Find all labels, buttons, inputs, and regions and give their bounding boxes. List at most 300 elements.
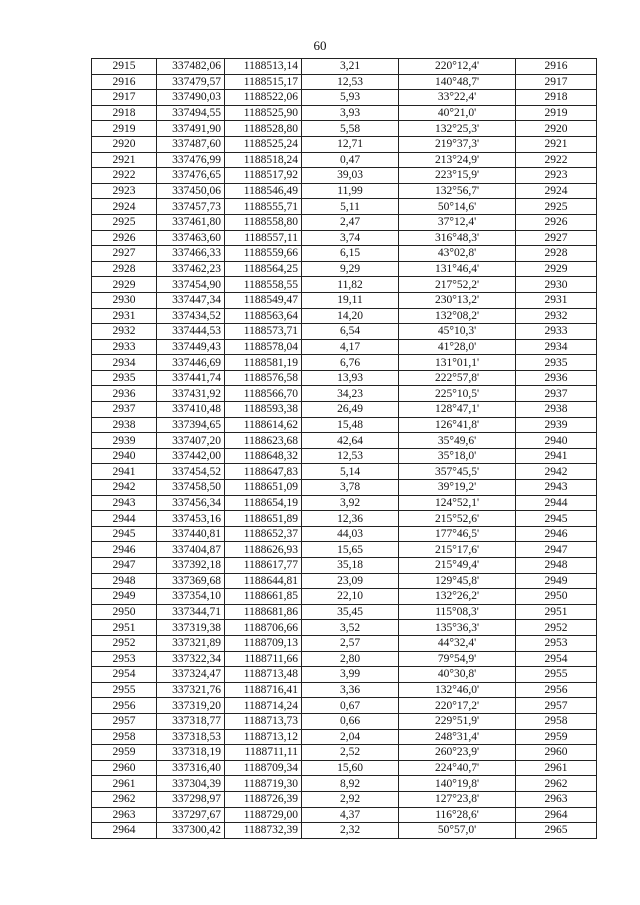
bearing-cell: 37°12,4' [399, 214, 516, 230]
bearing-cell: 129°45,8' [399, 573, 516, 589]
point-number-cell: 2921 [92, 152, 157, 168]
bearing-cell: 135°36,3' [399, 620, 516, 636]
bearing-cell: 35°49,6' [399, 433, 516, 449]
bearing-cell: 215°49,4' [399, 558, 516, 574]
y-coordinate-cell: 1188573,71 [225, 324, 302, 340]
next-point-cell: 2960 [516, 745, 597, 761]
y-coordinate-cell: 1188714,24 [225, 698, 302, 714]
table-row [92, 495, 597, 511]
point-number-cell: 2925 [92, 214, 157, 230]
next-point-cell: 2939 [516, 417, 597, 433]
distance-cell: 6,54 [302, 324, 399, 340]
point-number-cell: 2930 [92, 292, 157, 308]
distance-cell: 12,53 [302, 448, 399, 464]
next-point-cell: 2935 [516, 355, 597, 371]
next-point-cell: 2928 [516, 246, 597, 262]
table-row [92, 589, 597, 605]
table-row [92, 480, 597, 496]
bearing-cell: 220°12,4' [399, 59, 516, 75]
bearing-cell: 220°17,2' [399, 698, 516, 714]
next-point-cell: 2963 [516, 791, 597, 807]
y-coordinate-cell: 1188711,66 [225, 651, 302, 667]
bearing-cell: 140°48,7' [399, 74, 516, 90]
bearing-cell: 357°45,5' [399, 464, 516, 480]
x-coordinate-cell: 337321,89 [157, 635, 225, 651]
point-number-cell: 2955 [92, 682, 157, 698]
table-row [92, 651, 597, 667]
x-coordinate-cell: 337453,16 [157, 511, 225, 527]
x-coordinate-cell: 337440,81 [157, 526, 225, 542]
y-coordinate-cell: 1188525,90 [225, 105, 302, 121]
next-point-cell: 2943 [516, 480, 597, 496]
y-coordinate-cell: 1188729,00 [225, 807, 302, 823]
table-row [92, 558, 597, 574]
y-coordinate-cell: 1188558,55 [225, 277, 302, 293]
x-coordinate-cell: 337449,43 [157, 339, 225, 355]
distance-cell: 6,76 [302, 355, 399, 371]
point-number-cell: 2918 [92, 105, 157, 121]
point-number-cell: 2922 [92, 168, 157, 184]
bearing-cell: 131°46,4' [399, 261, 516, 277]
bearing-cell: 223°15,9' [399, 168, 516, 184]
table-row [92, 355, 597, 371]
point-number-cell: 2920 [92, 136, 157, 152]
bearing-cell: 45°10,3' [399, 324, 516, 340]
table-row [92, 74, 597, 90]
table-row [92, 324, 597, 340]
table-row [92, 448, 597, 464]
x-coordinate-cell: 337410,48 [157, 402, 225, 418]
distance-cell: 15,65 [302, 542, 399, 558]
next-point-cell: 2917 [516, 74, 597, 90]
bearing-cell: 33°22,4' [399, 90, 516, 106]
point-number-cell: 2947 [92, 558, 157, 574]
y-coordinate-cell: 1188549,47 [225, 292, 302, 308]
point-number-cell: 2943 [92, 495, 157, 511]
x-coordinate-cell: 337319,20 [157, 698, 225, 714]
bearing-cell: 79°54,9' [399, 651, 516, 667]
y-coordinate-cell: 1188626,93 [225, 542, 302, 558]
point-number-cell: 2962 [92, 791, 157, 807]
x-coordinate-cell: 337369,68 [157, 573, 225, 589]
point-number-cell: 2957 [92, 713, 157, 729]
y-coordinate-cell: 1188732,39 [225, 823, 302, 839]
table-row [92, 823, 597, 839]
distance-cell: 6,15 [302, 246, 399, 262]
next-point-cell: 2920 [516, 121, 597, 137]
next-point-cell: 2930 [516, 277, 597, 293]
x-coordinate-cell: 337476,99 [157, 152, 225, 168]
distance-cell: 11,82 [302, 277, 399, 293]
table-row [92, 59, 597, 75]
x-coordinate-cell: 337456,34 [157, 495, 225, 511]
table-row [92, 667, 597, 683]
y-coordinate-cell: 1188713,73 [225, 713, 302, 729]
distance-cell: 3,36 [302, 682, 399, 698]
bearing-cell: 140°19,8' [399, 776, 516, 792]
distance-cell: 42,64 [302, 433, 399, 449]
next-point-cell: 2916 [516, 59, 597, 75]
next-point-cell: 2924 [516, 183, 597, 199]
table-row [92, 90, 597, 106]
x-coordinate-cell: 337444,53 [157, 324, 225, 340]
x-coordinate-cell: 337318,19 [157, 745, 225, 761]
y-coordinate-cell: 1188711,11 [225, 745, 302, 761]
table-row [92, 698, 597, 714]
bearing-cell: 215°17,6' [399, 542, 516, 558]
next-point-cell: 2952 [516, 620, 597, 636]
point-number-cell: 2916 [92, 74, 157, 90]
distance-cell: 3,74 [302, 230, 399, 246]
point-number-cell: 2942 [92, 480, 157, 496]
table-row [92, 136, 597, 152]
y-coordinate-cell: 1188644,81 [225, 573, 302, 589]
next-point-cell: 2948 [516, 558, 597, 574]
y-coordinate-cell: 1188726,39 [225, 791, 302, 807]
distance-cell: 2,57 [302, 635, 399, 651]
table-row [92, 402, 597, 418]
next-point-cell: 2921 [516, 136, 597, 152]
next-point-cell: 2929 [516, 261, 597, 277]
next-point-cell: 2927 [516, 230, 597, 246]
table-row [92, 417, 597, 433]
x-coordinate-cell: 337462,23 [157, 261, 225, 277]
distance-cell: 13,93 [302, 370, 399, 386]
bearing-cell: 128°47,1' [399, 402, 516, 418]
distance-cell: 39,03 [302, 168, 399, 184]
next-point-cell: 2925 [516, 199, 597, 215]
bearing-cell: 132°46,0' [399, 682, 516, 698]
point-number-cell: 2937 [92, 402, 157, 418]
table-row [92, 433, 597, 449]
distance-cell: 12,71 [302, 136, 399, 152]
point-number-cell: 2958 [92, 729, 157, 745]
distance-cell: 8,92 [302, 776, 399, 792]
page-number: 60 [313, 38, 327, 53]
x-coordinate-cell: 337463,60 [157, 230, 225, 246]
distance-cell: 3,93 [302, 105, 399, 121]
bearing-cell: 222°57,8' [399, 370, 516, 386]
distance-cell: 35,45 [302, 604, 399, 620]
y-coordinate-cell: 1188515,17 [225, 74, 302, 90]
next-point-cell: 2919 [516, 105, 597, 121]
table-row [92, 370, 597, 386]
x-coordinate-cell: 337434,52 [157, 308, 225, 324]
point-number-cell: 2938 [92, 417, 157, 433]
bearing-cell: 131°01,1' [399, 355, 516, 371]
y-coordinate-cell: 1188716,41 [225, 682, 302, 698]
distance-cell: 11,99 [302, 183, 399, 199]
distance-cell: 15,60 [302, 760, 399, 776]
point-number-cell: 2959 [92, 745, 157, 761]
table-row [92, 339, 597, 355]
point-number-cell: 2945 [92, 526, 157, 542]
table-row [92, 261, 597, 277]
x-coordinate-cell: 337300,42 [157, 823, 225, 839]
y-coordinate-cell: 1188651,89 [225, 511, 302, 527]
distance-cell: 2,04 [302, 729, 399, 745]
y-coordinate-cell: 1188558,80 [225, 214, 302, 230]
table-row [92, 168, 597, 184]
next-point-cell: 2940 [516, 433, 597, 449]
y-coordinate-cell: 1188623,68 [225, 433, 302, 449]
next-point-cell: 2931 [516, 292, 597, 308]
distance-cell: 26,49 [302, 402, 399, 418]
point-number-cell: 2928 [92, 261, 157, 277]
next-point-cell: 2962 [516, 776, 597, 792]
next-point-cell: 2951 [516, 604, 597, 620]
y-coordinate-cell: 1188546,49 [225, 183, 302, 199]
y-coordinate-cell: 1188709,34 [225, 760, 302, 776]
bearing-cell: 316°48,3' [399, 230, 516, 246]
bearing-cell: 35°18,0' [399, 448, 516, 464]
table-row [92, 277, 597, 293]
coordinates-table-body [92, 59, 597, 839]
bearing-cell: 116°28,6' [399, 807, 516, 823]
point-number-cell: 2953 [92, 651, 157, 667]
next-point-cell: 2944 [516, 495, 597, 511]
table-row [92, 292, 597, 308]
y-coordinate-cell: 1188563,64 [225, 308, 302, 324]
x-coordinate-cell: 337442,00 [157, 448, 225, 464]
distance-cell: 5,58 [302, 121, 399, 137]
table-row [92, 386, 597, 402]
bearing-cell: 132°08,2' [399, 308, 516, 324]
point-number-cell: 2960 [92, 760, 157, 776]
bearing-cell: 219°37,3' [399, 136, 516, 152]
next-point-cell: 2922 [516, 152, 597, 168]
table-row [92, 308, 597, 324]
x-coordinate-cell: 337447,34 [157, 292, 225, 308]
point-number-cell: 2919 [92, 121, 157, 137]
point-number-cell: 2915 [92, 59, 157, 75]
next-point-cell: 2964 [516, 807, 597, 823]
x-coordinate-cell: 337316,40 [157, 760, 225, 776]
bearing-cell: 225°10,5' [399, 386, 516, 402]
distance-cell: 2,52 [302, 745, 399, 761]
x-coordinate-cell: 337324,47 [157, 667, 225, 683]
y-coordinate-cell: 1188525,24 [225, 136, 302, 152]
point-number-cell: 2952 [92, 635, 157, 651]
table-row [92, 230, 597, 246]
bearing-cell: 40°30,8' [399, 667, 516, 683]
y-coordinate-cell: 1188576,58 [225, 370, 302, 386]
table-row [92, 791, 597, 807]
point-number-cell: 2927 [92, 246, 157, 262]
x-coordinate-cell: 337446,69 [157, 355, 225, 371]
x-coordinate-cell: 337490,03 [157, 90, 225, 106]
point-number-cell: 2949 [92, 589, 157, 605]
y-coordinate-cell: 1188528,80 [225, 121, 302, 137]
next-point-cell: 2934 [516, 339, 597, 355]
bearing-cell: 260°23,9' [399, 745, 516, 761]
distance-cell: 5,14 [302, 464, 399, 480]
x-coordinate-cell: 337441,74 [157, 370, 225, 386]
x-coordinate-cell: 337431,92 [157, 386, 225, 402]
next-point-cell: 2918 [516, 90, 597, 106]
x-coordinate-cell: 337392,18 [157, 558, 225, 574]
x-coordinate-cell: 337394,65 [157, 417, 225, 433]
bearing-cell: 230°13,2' [399, 292, 516, 308]
point-number-cell: 2917 [92, 90, 157, 106]
next-point-cell: 2953 [516, 635, 597, 651]
distance-cell: 22,10 [302, 589, 399, 605]
next-point-cell: 2937 [516, 386, 597, 402]
y-coordinate-cell: 1188555,71 [225, 199, 302, 215]
y-coordinate-cell: 1188661,85 [225, 589, 302, 605]
y-coordinate-cell: 1188681,86 [225, 604, 302, 620]
next-point-cell: 2936 [516, 370, 597, 386]
bearing-cell: 215°52,6' [399, 511, 516, 527]
table-row [92, 511, 597, 527]
bearing-cell: 50°14,6' [399, 199, 516, 215]
x-coordinate-cell: 337318,53 [157, 729, 225, 745]
bearing-cell: 132°56,7' [399, 183, 516, 199]
bearing-cell: 229°51,9' [399, 713, 516, 729]
y-coordinate-cell: 1188706,66 [225, 620, 302, 636]
next-point-cell: 2955 [516, 667, 597, 683]
distance-cell: 19,11 [302, 292, 399, 308]
next-point-cell: 2947 [516, 542, 597, 558]
next-point-cell: 2926 [516, 214, 597, 230]
point-number-cell: 2936 [92, 386, 157, 402]
next-point-cell: 2933 [516, 324, 597, 340]
bearing-cell: 115°08,3' [399, 604, 516, 620]
x-coordinate-cell: 337297,67 [157, 807, 225, 823]
next-point-cell: 2965 [516, 823, 597, 839]
point-number-cell: 2951 [92, 620, 157, 636]
next-point-cell: 2959 [516, 729, 597, 745]
point-number-cell: 2932 [92, 324, 157, 340]
point-number-cell: 2924 [92, 199, 157, 215]
table-row [92, 760, 597, 776]
bearing-cell: 224°40,7' [399, 760, 516, 776]
point-number-cell: 2934 [92, 355, 157, 371]
distance-cell: 44,03 [302, 526, 399, 542]
x-coordinate-cell: 337494,55 [157, 105, 225, 121]
x-coordinate-cell: 337491,90 [157, 121, 225, 137]
y-coordinate-cell: 1188522,06 [225, 90, 302, 106]
y-coordinate-cell: 1188652,37 [225, 526, 302, 542]
next-point-cell: 2932 [516, 308, 597, 324]
y-coordinate-cell: 1188651,09 [225, 480, 302, 496]
table-row [92, 121, 597, 137]
point-number-cell: 2935 [92, 370, 157, 386]
point-number-cell: 2931 [92, 308, 157, 324]
y-coordinate-cell: 1188648,32 [225, 448, 302, 464]
distance-cell: 2,80 [302, 651, 399, 667]
next-point-cell: 2946 [516, 526, 597, 542]
distance-cell: 4,17 [302, 339, 399, 355]
x-coordinate-cell: 337450,06 [157, 183, 225, 199]
distance-cell: 2,47 [302, 214, 399, 230]
y-coordinate-cell: 1188518,24 [225, 152, 302, 168]
distance-cell: 12,36 [302, 511, 399, 527]
point-number-cell: 2944 [92, 511, 157, 527]
next-point-cell: 2957 [516, 698, 597, 714]
table-row [92, 152, 597, 168]
point-number-cell: 2964 [92, 823, 157, 839]
y-coordinate-cell: 1188581,19 [225, 355, 302, 371]
point-number-cell: 2950 [92, 604, 157, 620]
point-number-cell: 2963 [92, 807, 157, 823]
distance-cell: 35,18 [302, 558, 399, 574]
bearing-cell: 126°41,8' [399, 417, 516, 433]
table-row [92, 745, 597, 761]
x-coordinate-cell: 337476,65 [157, 168, 225, 184]
distance-cell: 5,93 [302, 90, 399, 106]
table-row [92, 542, 597, 558]
distance-cell: 3,99 [302, 667, 399, 683]
next-point-cell: 2950 [516, 589, 597, 605]
point-number-cell: 2956 [92, 698, 157, 714]
next-point-cell: 2954 [516, 651, 597, 667]
x-coordinate-cell: 337298,97 [157, 791, 225, 807]
bearing-cell: 132°25,3' [399, 121, 516, 137]
y-coordinate-cell: 1188517,92 [225, 168, 302, 184]
point-number-cell: 2940 [92, 448, 157, 464]
distance-cell: 15,48 [302, 417, 399, 433]
distance-cell: 9,29 [302, 261, 399, 277]
point-number-cell: 2926 [92, 230, 157, 246]
x-coordinate-cell: 337458,50 [157, 480, 225, 496]
table-row [92, 620, 597, 636]
point-number-cell: 2948 [92, 573, 157, 589]
y-coordinate-cell: 1188709,13 [225, 635, 302, 651]
distance-cell: 0,67 [302, 698, 399, 714]
x-coordinate-cell: 337454,90 [157, 277, 225, 293]
bearing-cell: 124°52,1' [399, 495, 516, 511]
table-row [92, 807, 597, 823]
x-coordinate-cell: 337318,77 [157, 713, 225, 729]
distance-cell: 23,09 [302, 573, 399, 589]
y-coordinate-cell: 1188557,11 [225, 230, 302, 246]
point-number-cell: 2923 [92, 183, 157, 199]
y-coordinate-cell: 1188617,77 [225, 558, 302, 574]
bearing-cell: 39°19,2' [399, 480, 516, 496]
point-number-cell: 2939 [92, 433, 157, 449]
x-coordinate-cell: 337479,57 [157, 74, 225, 90]
x-coordinate-cell: 337321,76 [157, 682, 225, 698]
y-coordinate-cell: 1188593,38 [225, 402, 302, 418]
y-coordinate-cell: 1188578,04 [225, 339, 302, 355]
x-coordinate-cell: 337319,38 [157, 620, 225, 636]
distance-cell: 5,11 [302, 199, 399, 215]
next-point-cell: 2938 [516, 402, 597, 418]
table-row [92, 183, 597, 199]
bearing-cell: 127°23,8' [399, 791, 516, 807]
next-point-cell: 2923 [516, 168, 597, 184]
bearing-cell: 41°28,0' [399, 339, 516, 355]
table-row [92, 199, 597, 215]
bearing-cell: 132°26,2' [399, 589, 516, 605]
next-point-cell: 2949 [516, 573, 597, 589]
point-number-cell: 2929 [92, 277, 157, 293]
next-point-cell: 2941 [516, 448, 597, 464]
next-point-cell: 2958 [516, 713, 597, 729]
table-row [92, 635, 597, 651]
y-coordinate-cell: 1188564,25 [225, 261, 302, 277]
distance-cell: 12,53 [302, 74, 399, 90]
y-coordinate-cell: 1188713,12 [225, 729, 302, 745]
bearing-cell: 217°52,2' [399, 277, 516, 293]
next-point-cell: 2945 [516, 511, 597, 527]
y-coordinate-cell: 1188513,14 [225, 59, 302, 75]
x-coordinate-cell: 337454,52 [157, 464, 225, 480]
distance-cell: 14,20 [302, 308, 399, 324]
table-row [92, 713, 597, 729]
bearing-cell: 248°31,4' [399, 729, 516, 745]
